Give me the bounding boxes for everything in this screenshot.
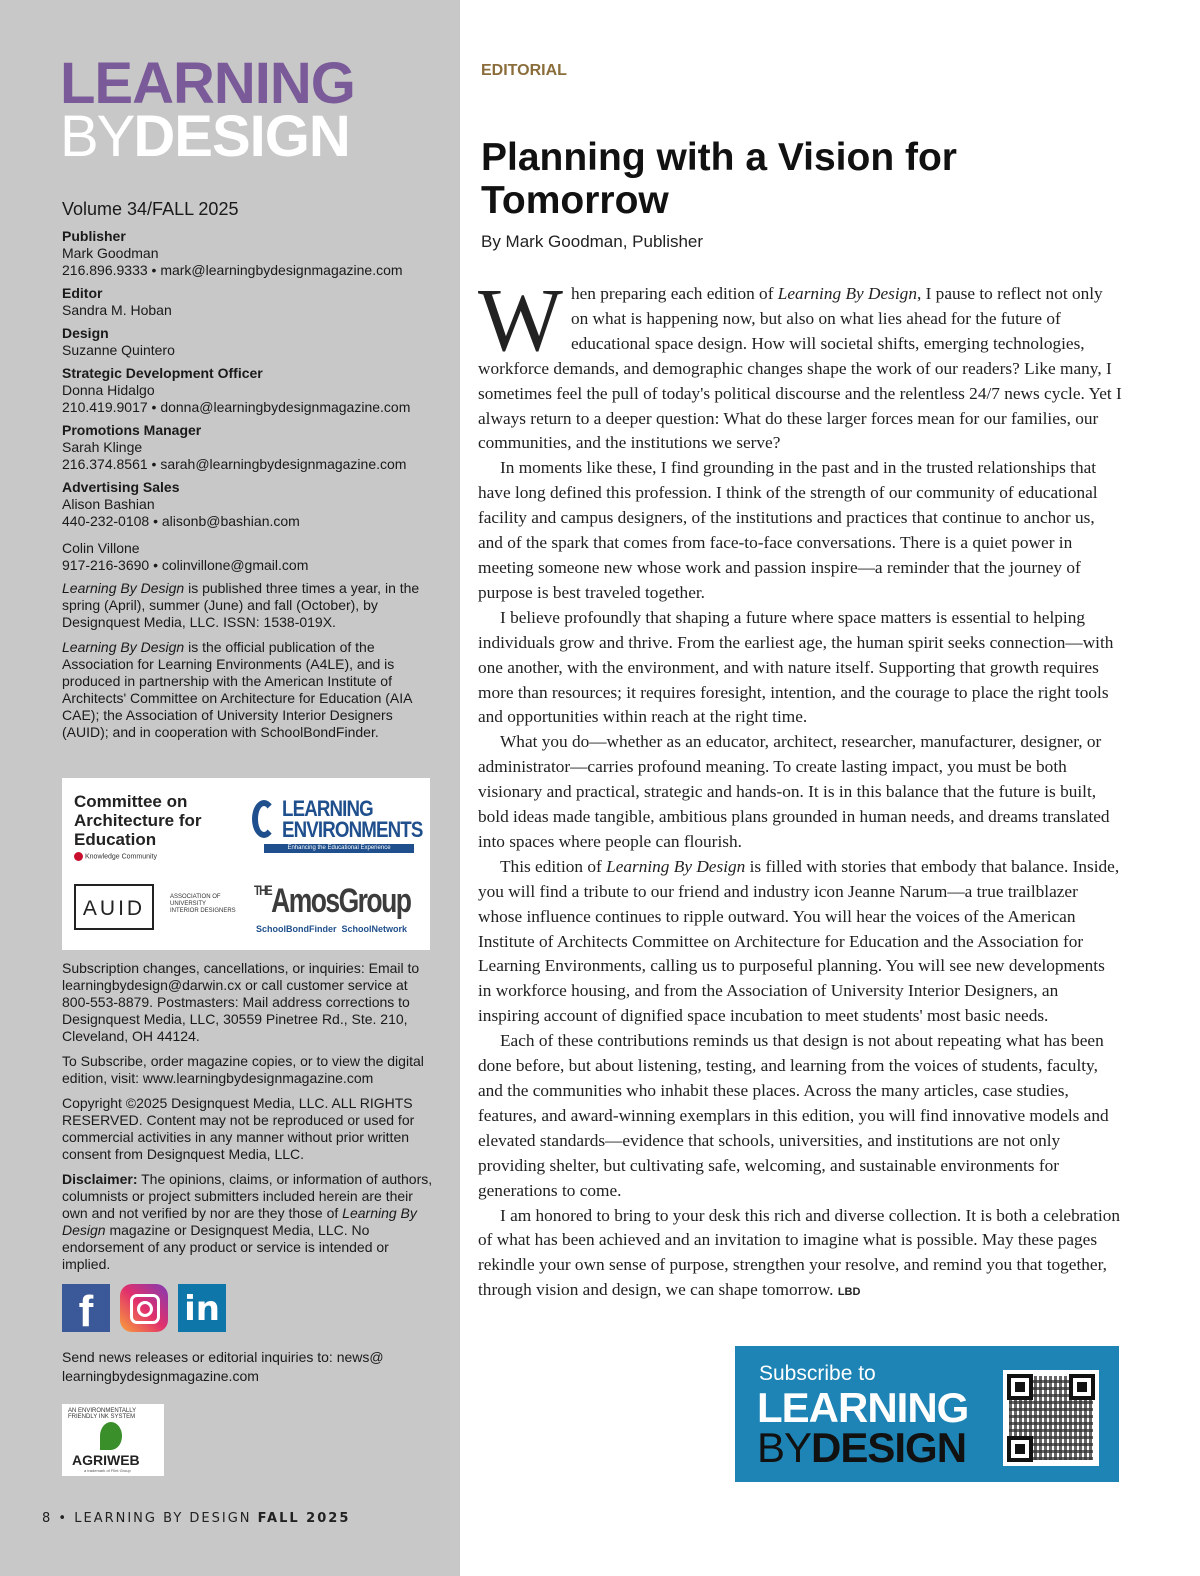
masthead-sidebar [0, 0, 460, 1576]
paragraph: Each of these contributions reminds us that design is not about repeating what has been done before, but about listening, testing, and learning from the voices of students, faculty, and the communities who inhabit these places. Across the many articles, case studies, features, and award-winning exemplars in this edition, you will find innovative models and elevated standards—evidence that schools, universities, and institutions are not only providing shelter, but cultivating safe, welcoming, and sustainable environments for generations to come. [478, 1031, 1109, 1200]
page-number: 8 [42, 1511, 53, 1526]
auid-sub-line: ASSOCIATION OF [170, 894, 221, 900]
staff-contact: 210.419.9017 • donna@learningbydesignmagazine.com [62, 399, 411, 415]
staff-name: Donna Hidalgo [62, 382, 155, 398]
staff-name: Mark Goodman [62, 245, 159, 261]
publication-note [62, 580, 434, 631]
qr-finder [1007, 1436, 1033, 1462]
disclaimer-label: Disclaimer: [62, 1171, 138, 1187]
staff-advertising [62, 479, 434, 530]
caf-sub-text: Knowledge Community [85, 853, 157, 861]
logo-line-learning: LEARNING [60, 51, 355, 116]
staff-title: Strategic Development Officer [62, 365, 263, 381]
leaf-icon [100, 1422, 122, 1450]
subscribe-ad[interactable] [735, 1346, 1119, 1482]
staff-contact: 917-216-3690 • colinvillone@gmail.com [62, 557, 309, 573]
news-inquiries: Send news releases or editorial inquiries to: news@ learningbydesignmagazine.com [62, 1349, 384, 1384]
magazine-title-italic: Learning By Design [62, 580, 185, 596]
staff-name: Suzanne Quintero [62, 342, 175, 358]
amos-sublogos [256, 924, 407, 934]
facebook-icon[interactable]: f [62, 1284, 110, 1332]
staff-title: Advertising Sales [62, 479, 180, 495]
paragraph-text: I am honored to bring to your desk this rich and diverse collection. It is both a celebration of what has been achieved and an invitation to imagine what is possible. May these pages rekindle your own sense of purpose, strengthen your resolve, and remind you that together, through vision and design, we can shape tomorrow. [478, 1205, 1121, 1300]
schoolbondfinder-label: SchoolBondFinder [256, 924, 337, 934]
staff-title: Editor [62, 285, 103, 301]
staff-promotions [62, 422, 434, 473]
disclaimer-text: The opinions, claims, or information of authors, columnists or project submitters included herein are their own and not verified by nor are they those of [62, 1171, 433, 1221]
le-line: LEARNING [282, 796, 373, 821]
logo-line-by-design [60, 104, 355, 169]
staff-contact: 216.374.8561 • sarah@learningbydesignmagazine.com [62, 456, 407, 472]
paragraph-text: hen preparing each edition of [570, 284, 778, 303]
paragraph-text: is filled with stories that embody that balance. Inside, you will find a tribute to our friend and industry icon Jeanne Narum—a true trailblazer whose influence continues to ripple outward. You will hear the voices of the American Institute of Architects Committee on Architecture for Education and the Association for Learning Environments, calling us to purposeful planning. You will see new developments in workforce housing, and from the Association of University Interior Designers, an inspiring account of dignified space incubation to meet students' most basic needs. [478, 856, 1120, 1026]
staff-strategic-development [62, 365, 434, 416]
article-column [460, 0, 1200, 1576]
staff-design [62, 325, 434, 359]
article-headline: Planning with a Vision for Tomorrow [481, 136, 957, 222]
amos-the: THE [254, 882, 272, 898]
auid-sub-line: INTERIOR DESIGNERS [170, 908, 236, 914]
agriweb-logo [62, 1404, 164, 1476]
staff-contact: 216.896.9333 • mark@learningbydesignmagazine.com [62, 262, 403, 278]
subscribe-info: To Subscribe, order magazine copies, or to view the digital edition, visit: www.learningbydesignmagazine.com [62, 1053, 424, 1086]
disclaimer [62, 1171, 434, 1273]
qr-finder [1007, 1374, 1033, 1400]
official-publication-note [62, 639, 434, 741]
paragraph: I believe profoundly that shaping a future where space matters is essential to helping individuals grow and thrive. From the earliest age, the human spirit seeks connection—with one another, with the environment, and with nature itself. Supporting that growth requires more than resources; it requires foresight, intention, and the courage to place the right tools and opportunities within reach at the right time. [478, 607, 1114, 727]
auid-sub-line: UNIVERSITY [170, 901, 207, 907]
paragraph [478, 855, 1122, 1029]
agriweb-name: AGRIWEB [72, 1452, 140, 1468]
subscription-changes: Subscription changes, cancellations, or inquiries: Email to learningbydesign@darwin.cx or call customer service at 800-553-8879. Postmasters: Mail address corrections to Designquest Media, LLC, 30559 Pinetree Rd., Ste. 210, Cleveland, OH 44124. [62, 960, 420, 1044]
schoolnetwork-label: SchoolNetwork [341, 924, 408, 934]
partner-logos [62, 778, 430, 950]
a4le-swoosh-icon [252, 800, 276, 838]
official-publication-text: is the official publication of the Association for Learning Environments (A4LE), and is produced in partnership with the American Institute of Architects' Committee on Architecture for Education (AIA CAE); the Association of University Interior Designers (AUID); and in cooperation with SchoolBondFinder. [62, 639, 412, 740]
instagram-icon[interactable] [120, 1284, 168, 1332]
paragraph [478, 1204, 1122, 1306]
logo-by: BY [60, 104, 134, 169]
a4le-logo [252, 796, 423, 851]
staff-advertising-2 [62, 540, 434, 574]
subscribe-ad-design: DESIGN [811, 1424, 967, 1471]
magazine-logo [60, 51, 355, 169]
page-folio [42, 1511, 350, 1526]
drop-cap: W [478, 271, 563, 370]
magazine-title-italic: Learning By Design [62, 639, 185, 655]
aia-dot-icon [74, 852, 83, 861]
folio-magazine: LEARNING BY DESIGN [74, 1511, 252, 1526]
amos-name: AmosGroup [271, 882, 411, 920]
staff-publisher [62, 228, 434, 279]
aia-cae-logo [74, 792, 202, 849]
staff-name: Alison Bashian [62, 496, 155, 512]
staff-title: Publisher [62, 228, 126, 244]
staff-title: Promotions Manager [62, 422, 202, 438]
qr-finder [1069, 1374, 1095, 1400]
paragraph [478, 271, 1122, 456]
section-label: EDITORIAL [481, 62, 567, 79]
paragraph: What you do—whether as an educator, architect, researcher, manufacturer, designer, or administrator—carries profound meaning. To create lasting impact, you must be both visionary and practical, strategic and hands-on. It is in this balance that the future is built, bold ideas made tangible, ambitious plans grounded in human needs, and dreams translated into spaces where people can flourish. [478, 732, 1110, 851]
le-line: ENVIRONMENTS [282, 817, 423, 842]
magazine-title-italic: Learning By Design [777, 284, 917, 303]
paragraph: In moments like these, I find grounding in the past and in the trusted relationships that have long defined this profession. I think of the strength of our community of educational facility and campus designers, of the institutions and practices that continue to anchor us, and of the spark that comes from face-to-face conversations. There is a quiet power in meeting someone new whose work and passion inspire—a reminder that the journey of purpose is best traveled together. [478, 458, 1098, 602]
caf-line: Committee on [74, 792, 188, 811]
magazine-title-italic: Learning By Design [606, 856, 746, 876]
aia-knowledge-community [74, 852, 157, 861]
disclaimer-text: magazine or Designquest Media, LLC. No endorsement of any product or service is intended or implied. [62, 1222, 389, 1272]
folio-separator: • [58, 1511, 69, 1526]
masthead-fine-print [62, 960, 434, 1281]
article-body [478, 271, 1122, 1305]
agriweb-arc-text: AN ENVIRONMENTALLY FRIENDLY INK SYSTEM [68, 1408, 137, 1420]
auid-subtitle [170, 894, 236, 915]
publication-note-text: is published three times a year, in the spring (April), summer (June) and fall (October), by Designquest Media, LLC. ISSN: 1538-019X. [62, 580, 420, 630]
paragraph-text: , I pause to reflect not only on what is happening now, but also on what lies ahead for the future of educational space design. How will societal shifts, emerging technologies, workforce demands, and demographic changes shape the work of our readers? Like many, I sometimes feel the pull of today's political discourse and the relentless 24/7 news cycle. Yet I always return to a deeper question: What do these larger forces mean for our families, our communities, and the institutions we serve? [478, 284, 1122, 453]
auid-logo: AUID [74, 884, 154, 930]
staff-editor [62, 285, 434, 319]
masthead-credits [62, 198, 434, 749]
staff-name: Sarah Klinge [62, 439, 143, 455]
subscribe-ad-pre: Subscribe to [759, 1362, 876, 1385]
subscribe-ad-by-design [757, 1424, 967, 1471]
subscribe-ad-by: BY [757, 1424, 812, 1471]
caf-line: Architecture for [74, 811, 202, 830]
staff-contact: 440-232-0108 • alisonb@bashian.com [62, 513, 300, 529]
copyright-notice: Copyright ©2025 Designquest Media, LLC. ALL RIGHTS RESERVED. Content may not be reproduced or used for commercial activities in any manner without prior written consent from Designquest Media, LLC. [62, 1095, 415, 1162]
le-tagline: Enhancing the Educational Experience [264, 844, 414, 853]
magazine-title-italic: Learning By Design [62, 1205, 417, 1238]
paragraph-text: This edition of [500, 856, 607, 876]
qr-code-icon[interactable] [1003, 1370, 1099, 1466]
staff-name: Colin Villone [62, 540, 140, 556]
volume-label: Volume 34/FALL 2025 [62, 199, 239, 219]
folio-issue: FALL 2025 [257, 1511, 351, 1526]
subscribe-ad-learning: LEARNING [757, 1384, 969, 1431]
staff-name: Sandra M. Hoban [62, 302, 172, 318]
amos-group-logo [254, 882, 410, 921]
linkedin-icon[interactable]: in [178, 1284, 226, 1332]
staff-title: Design [62, 325, 109, 341]
agriweb-sub: a trademark of Flint Group [84, 1468, 131, 1473]
article-byline: By Mark Goodman, Publisher [481, 232, 704, 251]
end-mark: LBD [837, 1286, 861, 1299]
logo-design: DESIGN [133, 104, 350, 169]
caf-line: Education [74, 830, 157, 849]
